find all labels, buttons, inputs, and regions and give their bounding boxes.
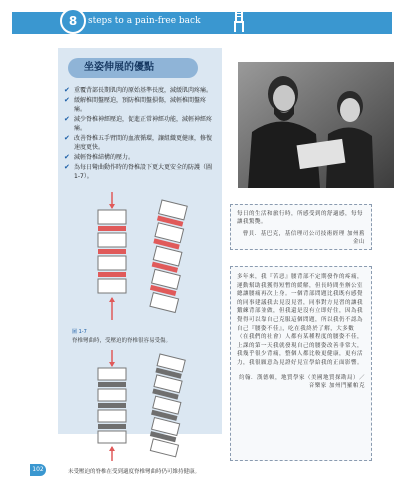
figure-tag: 圖 1-7 xyxy=(72,329,87,335)
testimonial-box xyxy=(230,204,372,250)
header-title: steps to a pain-free back xyxy=(88,16,201,26)
historic-photo xyxy=(238,62,394,188)
healthy-spine-illustration xyxy=(72,348,212,463)
list-item: ✔ 緩解椎間盤壓迫，預防椎間盤損傷，減輕椎間盤疼痛。 xyxy=(64,96,207,113)
testimonial-attribution: 約翰．漢德頓，地質學家（美國地質探勘局）／音樂家 加州門羅帕克 xyxy=(238,374,365,390)
list-item: ✔ 為每日彎曲動作時的脊椎設下更大更安全的防護（圖 1-7）。 xyxy=(64,163,213,180)
book-page xyxy=(12,8,392,474)
check-icon: ✔ xyxy=(64,153,70,161)
compressed-spine-illustration xyxy=(72,190,212,325)
benefits-list xyxy=(64,86,216,182)
check-icon: ✔ xyxy=(64,134,70,142)
check-icon: ✔ xyxy=(64,163,70,171)
testimonial-box xyxy=(230,266,372,461)
chapter-number-badge: 8 xyxy=(60,8,86,34)
page-number: 102 xyxy=(30,464,46,476)
check-icon: ✔ xyxy=(64,86,70,94)
figure-caption: 脊椎彎曲時，受壓迫的脊椎很容易受傷。 xyxy=(72,338,172,344)
chair-icon xyxy=(232,10,246,32)
testimonial-text: 多年來，我『苦惡』腰背部不定期發作的疼痛，運動幫助我獲得短暫的緩解，但長時間坐辦公室總讓腰痛再次上身。一個背部問題比我既有感覺的同事建議我去見沒見習，同事對方見習的讓我鍛練背部並做，但我還是沒有立即好住，因為我覺得可以靠自己克服這個問題，所以我仍不認為自己『腰姿不佳』，吃在我終於了解，大多數（在我們的社會）人都有某種程度的腰姿不佳，上課的第一天我就發現自己的腰姿改善非常大，我幾乎很少背痛，整個人都比較更健康，更有活力，我很願意為見證好見宣學給我的正面影響。 xyxy=(237,274,364,366)
testimonial-attribution: 曹貝．基巴克，基信理司公司技術經理 加州舊金山 xyxy=(242,231,365,245)
figure-caption: 未受壓迫的脊椎在受到適度脊椎彎曲時仍可維持健康。 xyxy=(68,469,201,475)
check-icon: ✔ xyxy=(64,96,70,104)
list-item: ✔ 減少脊椎神經壓迫，促進正常神經功能，減輕神經疼痛。 xyxy=(64,115,213,132)
check-icon: ✔ xyxy=(64,115,70,123)
benefits-panel xyxy=(58,48,222,475)
list-item: ✔ 改善脊椎五手臂間的血液循環，讓組織更健康，修復速度更快。 xyxy=(64,134,213,151)
section-title: 坐姿伸展的優點 xyxy=(68,58,198,78)
testimonial-text: 每日的生活和旅行時，所感受到的舒適感，每每讓我驚艷。 xyxy=(237,211,364,225)
list-item: ✔ 重覆背部長期肌肉的原始基準長度，減緩肌肉疼痛。 xyxy=(64,86,213,94)
list-item: ✔ 減輕脊椎結構的壓力。 xyxy=(64,153,135,161)
